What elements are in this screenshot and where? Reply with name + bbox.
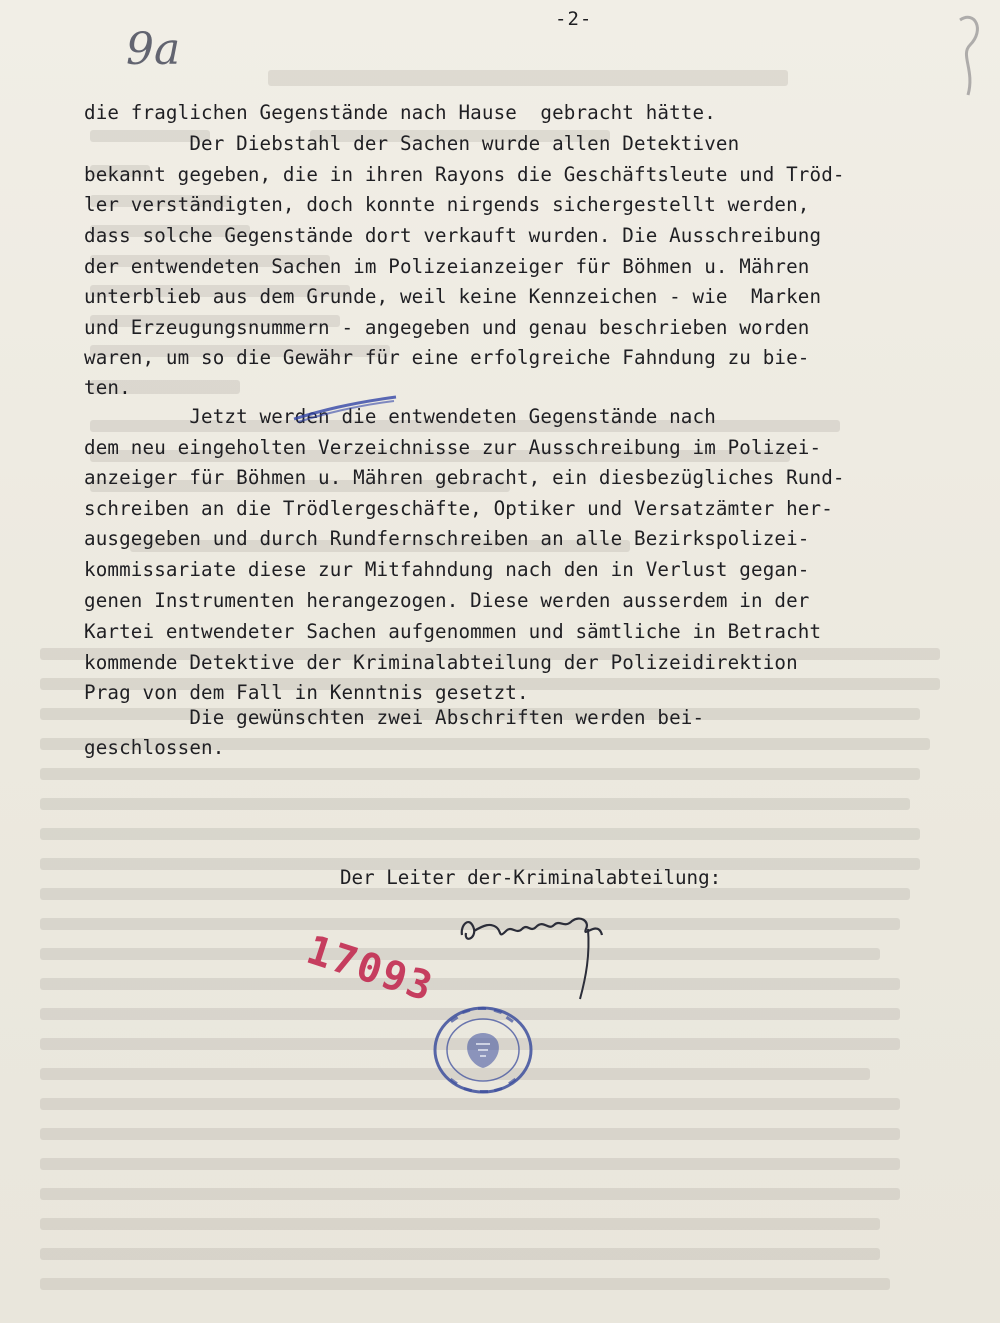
body-line: Der Diebstahl der Sachen wurde allen Detektiven <box>84 132 740 155</box>
body-line: unterblieb aus dem Grunde, weil keine Kennzeichen - wie Marken <box>84 285 822 308</box>
body-line: kommissariate diese zur Mitfahndung nach den in Verlust gegan- <box>84 558 810 581</box>
body-line: bekannt gegeben, die in ihren Rayons die Geschäftsleute und Tröd- <box>84 163 845 186</box>
body-line: schreiben an die Trödlergeschäfte, Optiker und Versatzämter her- <box>84 497 833 520</box>
body-line: dem neu eingeholten Verzeichnisse zur Ausschreibung im Polizei- <box>84 436 822 459</box>
body-line: Jetzt werden die entwendeten Gegenstände nach <box>84 405 716 428</box>
body-line: genen Instrumenten herangezogen. Diese werden ausserdem in der <box>84 589 810 612</box>
body-line: und Erzeugungsnummern - angegeben und genau beschrieben worden <box>84 316 810 339</box>
signature-label: Der Leiter der-Kriminalabteilung: <box>340 866 722 889</box>
body-line: der entwendeten Sachen im Polizeianzeiger für Böhmen u. Mähren <box>84 255 810 278</box>
body-line: ler verständigten, doch konnte nirgends sichergestellt werden, <box>84 193 810 216</box>
page-number: -2- <box>555 8 593 30</box>
body-line: Die gewünschten zwei Abschriften werden bei- <box>84 706 705 729</box>
body-line: Kartei entwendeter Sachen aufgenommen und sämtliche in Betracht <box>84 620 822 643</box>
blue-pencil-mark <box>290 395 400 425</box>
body-line: kommende Detektive der Kriminalabteilung der Polizeidirektion <box>84 651 798 674</box>
pencil-mark-icon <box>930 0 1000 120</box>
body-line: dass solche Gegenstände dort verkauft wurden. Die Ausschreibung <box>84 224 822 247</box>
handwritten-page-number: 9a <box>126 24 181 75</box>
body-line: die fraglichen Gegenstände nach Hause gebracht hätte. <box>84 101 716 124</box>
body-line: Prag von dem Fall in Kenntnis gesetzt. <box>84 681 529 704</box>
official-seal-icon <box>428 1000 538 1100</box>
red-stamp-number: 17093 <box>301 926 440 1012</box>
body-line: ten. <box>84 376 131 399</box>
handwritten-signature <box>440 895 640 1015</box>
body-line: ausgegeben und durch Rundfernschreiben an alle Bezirkspolizei- <box>84 527 810 550</box>
body-line: waren, um so die Gewähr für eine erfolgreiche Fahndung zu bie- <box>84 346 810 369</box>
body-line: geschlossen. <box>84 736 225 759</box>
body-line: anzeiger für Böhmen u. Mähren gebracht, ein diesbezügliches Rund- <box>84 466 845 489</box>
